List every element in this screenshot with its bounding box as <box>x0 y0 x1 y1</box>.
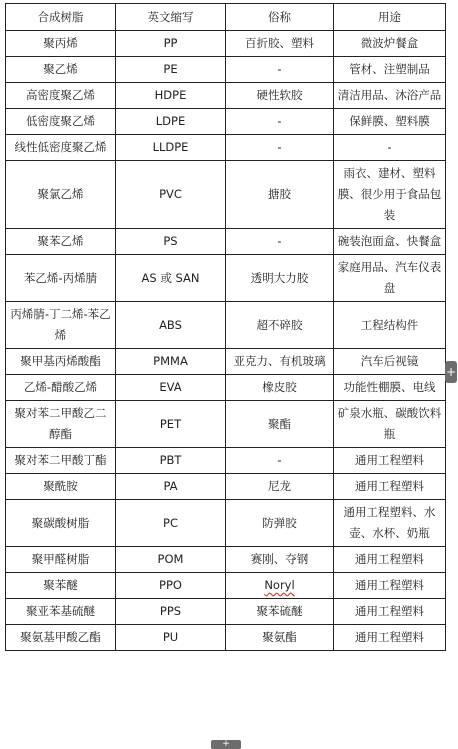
table-row <box>6 375 446 401</box>
usage-cell: 清洁用品、沐浴产品 <box>334 83 446 109</box>
header-resin: 合成树脂 <box>6 4 116 31</box>
resin-cell: 乙烯-醋酸乙烯 <box>6 375 116 401</box>
resin-cell: 聚乙烯 <box>6 57 116 83</box>
resin-cell: 苯乙烯-丙烯腈 <box>6 255 116 302</box>
document-body <box>5 3 445 651</box>
abbreviation-cell: PA <box>116 474 226 500</box>
usage-cell: 雨衣、建材、塑料膜、很少用于食品包装 <box>334 161 446 229</box>
resin-cell: 聚甲基丙烯酸酯 <box>6 349 116 375</box>
usage-cell: 保鲜膜、塑料膜 <box>334 109 446 135</box>
usage-cell: 功能性棚膜、电线 <box>334 375 446 401</box>
usage-cell: 通用工程塑料 <box>334 448 446 474</box>
abbreviation-cell: PPO <box>116 573 226 599</box>
common-name-cell: - <box>226 135 334 161</box>
common-name-cell: 赛刚、夺钢 <box>226 547 334 573</box>
abbreviation-cell: EVA <box>116 375 226 401</box>
common-name-cell: - <box>226 109 334 135</box>
common-name-cell: - <box>226 57 334 83</box>
common-name-cell: 防弹胶 <box>226 500 334 547</box>
common-name-cell: - <box>226 448 334 474</box>
abbreviation-cell: PMMA <box>116 349 226 375</box>
table-row <box>6 229 446 255</box>
table-row <box>6 599 446 625</box>
abbreviation-cell: LDPE <box>116 109 226 135</box>
resin-cell: 聚对苯二甲酸丁酯 <box>6 448 116 474</box>
usage-cell: 矿泉水瓶、碳酸饮料瓶 <box>334 401 446 448</box>
table-row <box>6 625 446 651</box>
common-name-cell: 聚酯 <box>226 401 334 448</box>
usage-cell: 汽车后视镜 <box>334 349 446 375</box>
common-name-cell: Noryl <box>226 573 334 599</box>
resin-cell: 线性低密度聚乙烯 <box>6 135 116 161</box>
usage-cell: 家庭用品、汽车仪表盘 <box>334 255 446 302</box>
abbreviation-cell: PS <box>116 229 226 255</box>
abbreviation-cell: PPS <box>116 599 226 625</box>
abbreviation-cell: PC <box>116 500 226 547</box>
common-name-cell: 搪胶 <box>226 161 334 229</box>
abbreviation-cell: AS 或 SAN <box>116 255 226 302</box>
usage-cell: 通用工程塑料 <box>334 547 446 573</box>
usage-cell: 通用工程塑料 <box>334 599 446 625</box>
common-name-cell: 透明大力胶 <box>226 255 334 302</box>
resin-cell: 聚丙烯 <box>6 31 116 57</box>
usage-cell: 通用工程塑料 <box>334 625 446 651</box>
resin-cell: 聚碳酸树脂 <box>6 500 116 547</box>
resin-cell: 聚酰胺 <box>6 474 116 500</box>
usage-cell: 通用工程塑料 <box>334 474 446 500</box>
resin-cell: 高密度聚乙烯 <box>6 83 116 109</box>
common-name-cell: 尼龙 <box>226 474 334 500</box>
abbreviation-cell: HDPE <box>116 83 226 109</box>
header-common-name: 俗称 <box>226 4 334 31</box>
resin-cell: 聚氯乙烯 <box>6 161 116 229</box>
usage-cell: 碗装泡面盒、快餐盒 <box>334 229 446 255</box>
table-row <box>6 349 446 375</box>
table-row <box>6 161 446 229</box>
header-usage: 用途 <box>334 4 446 31</box>
abbreviation-cell: LLDPE <box>116 135 226 161</box>
resin-cell: 低密度聚乙烯 <box>6 109 116 135</box>
usage-cell: 工程结构件 <box>334 302 446 349</box>
usage-cell: - <box>334 135 446 161</box>
common-name-cell: 亚克力、有机玻璃 <box>226 349 334 375</box>
resin-cell: 聚苯乙烯 <box>6 229 116 255</box>
abbreviation-cell: POM <box>116 547 226 573</box>
resin-cell: 聚氨基甲酸乙酯 <box>6 625 116 651</box>
common-name-cell: 橡皮胶 <box>226 375 334 401</box>
abbreviation-cell: PE <box>116 57 226 83</box>
table-row <box>6 448 446 474</box>
common-name-cell: 聚氨酯 <box>226 625 334 651</box>
insert-column-handle[interactable]: + <box>445 361 457 383</box>
resin-cell: 聚对苯二甲酸乙二醇酯 <box>6 401 116 448</box>
table-row <box>6 573 446 599</box>
table-header-row <box>6 4 446 31</box>
usage-cell: 管材、注塑制品 <box>334 57 446 83</box>
table-row <box>6 547 446 573</box>
header-abbreviation: 英文缩写 <box>116 4 226 31</box>
usage-cell: 微波炉餐盒 <box>334 31 446 57</box>
resin-cell: 聚苯醚 <box>6 573 116 599</box>
common-name-cell: 硬性软胶 <box>226 83 334 109</box>
common-name-cell: 百折胶、塑料 <box>226 31 334 57</box>
table-row <box>6 31 446 57</box>
table-row <box>6 500 446 547</box>
table-row <box>6 83 446 109</box>
plastics-table <box>5 3 446 651</box>
abbreviation-cell: PBT <box>116 448 226 474</box>
table-row <box>6 57 446 83</box>
abbreviation-cell: PU <box>116 625 226 651</box>
table-row <box>6 109 446 135</box>
usage-cell: 通用工程塑料 <box>334 573 446 599</box>
common-name-cell: - <box>226 229 334 255</box>
usage-cell: 通用工程塑料、水壶、水杯、奶瓶 <box>334 500 446 547</box>
common-name-cell: 聚苯硫醚 <box>226 599 334 625</box>
abbreviation-cell: PVC <box>116 161 226 229</box>
table-row <box>6 135 446 161</box>
table-row <box>6 255 446 302</box>
common-name-cell: 超不碎胶 <box>226 302 334 349</box>
table-row <box>6 302 446 349</box>
table-row <box>6 474 446 500</box>
abbreviation-cell: ABS <box>116 302 226 349</box>
resin-cell: 聚亚苯基硫醚 <box>6 599 116 625</box>
resin-cell: 聚甲醛树脂 <box>6 547 116 573</box>
table-row <box>6 401 446 448</box>
abbreviation-cell: PET <box>116 401 226 448</box>
abbreviation-cell: PP <box>116 31 226 57</box>
insert-row-handle[interactable]: + <box>211 740 241 749</box>
resin-cell: 丙烯腈-丁二烯-苯乙烯 <box>6 302 116 349</box>
